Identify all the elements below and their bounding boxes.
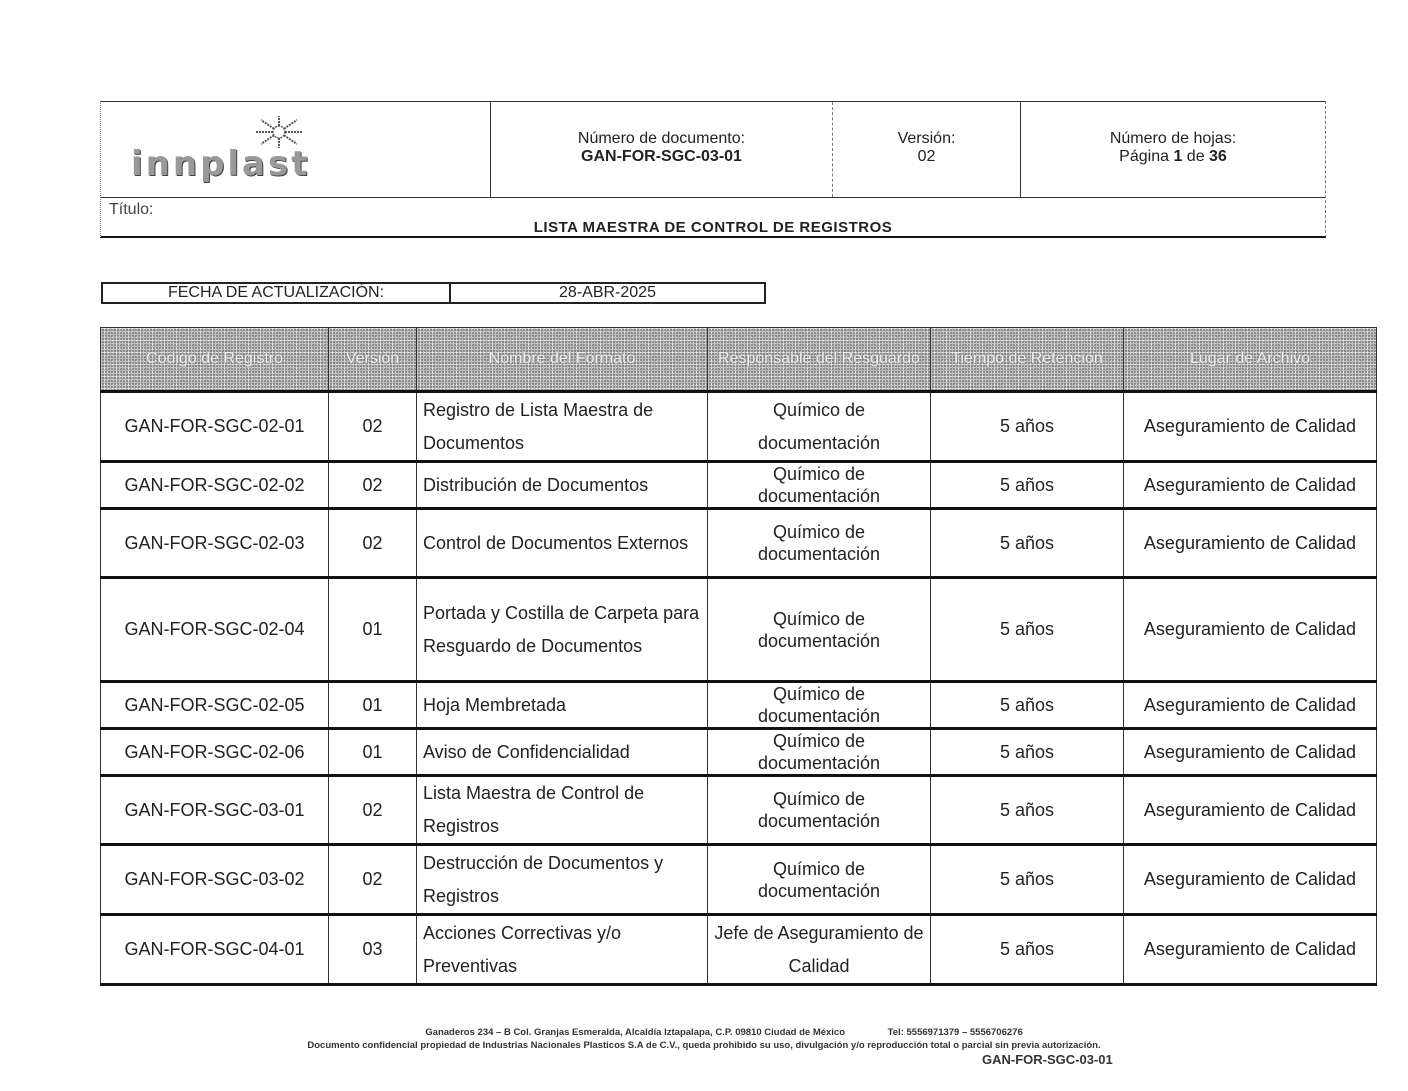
table-row — [101, 845, 1377, 915]
cell-codigo: GAN-FOR-SGC-02-01 — [101, 392, 329, 462]
pages-label: Número de hojas: — [1109, 130, 1237, 147]
cell-codigo: GAN-FOR-SGC-03-02 — [101, 845, 329, 915]
update-date-value: 28-ABR-2025 — [559, 284, 656, 301]
cell-tiempo: 5 años — [931, 776, 1124, 845]
table-header-row — [101, 328, 1377, 392]
cell-tiempo: 5 años — [931, 845, 1124, 915]
doc-number-label: Número de documento: — [577, 130, 746, 147]
cell-tiempo: 5 años — [931, 915, 1124, 985]
cell-tiempo: 5 años — [931, 462, 1124, 509]
cell-lugar: Aseguramiento de Calidad — [1124, 578, 1377, 682]
footer-confidential: Documento confidencial propiedad de Industrias Nacionales Plasticos S.A de C.V., queda prohibido su uso, divulgación y/o reproducción total o parcial sin previa autorización. — [307, 1040, 1101, 1051]
titulo-label: Título: — [109, 201, 154, 218]
cell-nombre: Lista Maestra de Control de Registros — [417, 776, 708, 845]
update-date-label: FECHA DE ACTUALIZACIÓN: — [103, 284, 451, 302]
cell-codigo: GAN-FOR-SGC-02-04 — [101, 578, 329, 682]
pages-prefix: Página — [1119, 148, 1174, 165]
cell-nombre: Hoja Membretada — [417, 682, 708, 729]
cell-responsable: Químico de documentación — [708, 392, 931, 462]
cell-nombre: Acciones Correctivas y/o Preventivas — [417, 915, 708, 985]
cell-responsable: Químico de documentación — [708, 845, 931, 915]
cell-codigo: GAN-FOR-SGC-02-02 — [101, 462, 329, 509]
document-header — [100, 101, 1326, 238]
update-date-box — [101, 282, 766, 304]
cell-nombre: Control de Documentos Externos — [417, 509, 708, 578]
cell-responsable: Químico de documentación — [708, 682, 931, 729]
table-row — [101, 729, 1377, 776]
table-row — [101, 392, 1377, 462]
pages-mid: de — [1182, 148, 1210, 165]
table-row — [101, 776, 1377, 845]
version-value: 02 — [917, 148, 936, 165]
cell-responsable: Químico de documentación — [708, 729, 931, 776]
cell-nombre: Distribución de Documentos — [417, 462, 708, 509]
cell-lugar: Aseguramiento de Calidad — [1124, 845, 1377, 915]
version-label: Versión: — [897, 130, 956, 147]
cell-version: 02 — [329, 392, 417, 462]
cell-responsable: Químico de documentación — [708, 462, 931, 509]
logo-text: innplast — [131, 144, 311, 184]
cell-version: 02 — [329, 462, 417, 509]
header-responsable: Responsable del Resguardo — [708, 328, 931, 392]
logo-cell — [101, 102, 491, 197]
pages-value — [1021, 148, 1325, 166]
cell-codigo: GAN-FOR-SGC-02-06 — [101, 729, 329, 776]
header-nombre: Nombre del Formato — [417, 328, 708, 392]
cell-lugar: Aseguramiento de Calidad — [1124, 509, 1377, 578]
table-row — [101, 509, 1377, 578]
cell-tiempo: 5 años — [931, 682, 1124, 729]
cell-nombre: Aviso de Confidencialidad — [417, 729, 708, 776]
table-row — [101, 915, 1377, 985]
cell-nombre: Destrucción de Documentos y Registros — [417, 845, 708, 915]
pages-cell — [1021, 102, 1325, 197]
records-table — [100, 327, 1377, 986]
cell-codigo: GAN-FOR-SGC-03-01 — [101, 776, 329, 845]
pages-current: 1 — [1173, 148, 1183, 165]
version-cell — [832, 102, 1021, 197]
footer-address-line — [0, 1027, 1408, 1038]
cell-version: 01 — [329, 578, 417, 682]
cell-lugar: Aseguramiento de Calidad — [1124, 776, 1377, 845]
header-lugar: Lugar de Archivo — [1124, 328, 1377, 392]
cell-responsable: Químico de documentación — [708, 776, 931, 845]
company-logo — [131, 124, 361, 184]
header-divider — [101, 197, 1325, 198]
doc-number-cell — [491, 102, 832, 197]
pages-total: 36 — [1209, 148, 1227, 165]
cell-version: 02 — [329, 776, 417, 845]
header-codigo: Código de Registro — [101, 328, 329, 392]
table-row — [101, 462, 1377, 509]
header-version: Versión — [329, 328, 417, 392]
cell-version: 01 — [329, 729, 417, 776]
footer-doc-code: GAN-FOR-SGC-03-01 — [982, 1052, 1113, 1067]
cell-lugar: Aseguramiento de Calidad — [1124, 682, 1377, 729]
document-title: LISTA MAESTRA DE CONTROL DE REGISTROS — [533, 219, 893, 236]
cell-tiempo: 5 años — [931, 729, 1124, 776]
cell-tiempo: 5 años — [931, 578, 1124, 682]
cell-tiempo: 5 años — [931, 509, 1124, 578]
cell-responsable: Químico de documentación — [708, 509, 931, 578]
cell-lugar: Aseguramiento de Calidad — [1124, 729, 1377, 776]
doc-number: GAN-FOR-SGC-03-01 — [581, 148, 742, 165]
table-row — [101, 682, 1377, 729]
table-row — [101, 578, 1377, 682]
cell-lugar: Aseguramiento de Calidad — [1124, 915, 1377, 985]
cell-tiempo: 5 años — [931, 392, 1124, 462]
footer-phone: Tel: 5556971379 – 5556706276 — [887, 1027, 1023, 1038]
header-tiempo: Tiempo de Retención — [931, 328, 1124, 392]
cell-codigo: GAN-FOR-SGC-02-05 — [101, 682, 329, 729]
cell-responsable: Jefe de Aseguramiento de Calidad — [708, 915, 931, 985]
cell-codigo: GAN-FOR-SGC-04-01 — [101, 915, 329, 985]
cell-version: 02 — [329, 845, 417, 915]
cell-lugar: Aseguramiento de Calidad — [1124, 392, 1377, 462]
cell-responsable: Químico de documentación — [708, 578, 931, 682]
cell-version: 02 — [329, 509, 417, 578]
cell-nombre: Registro de Lista Maestra de Documentos — [417, 392, 708, 462]
cell-nombre: Portada y Costilla de Carpeta para Resguardo de Documentos — [417, 578, 708, 682]
cell-version: 03 — [329, 915, 417, 985]
cell-codigo: GAN-FOR-SGC-02-03 — [101, 509, 329, 578]
footer-address: Ganaderos 234 – B Col. Granjas Esmeralda, Alcaldía Iztapalapa, C.P. 09810 Ciudad de México — [425, 1027, 846, 1038]
cell-lugar: Aseguramiento de Calidad — [1124, 462, 1377, 509]
cell-version: 01 — [329, 682, 417, 729]
